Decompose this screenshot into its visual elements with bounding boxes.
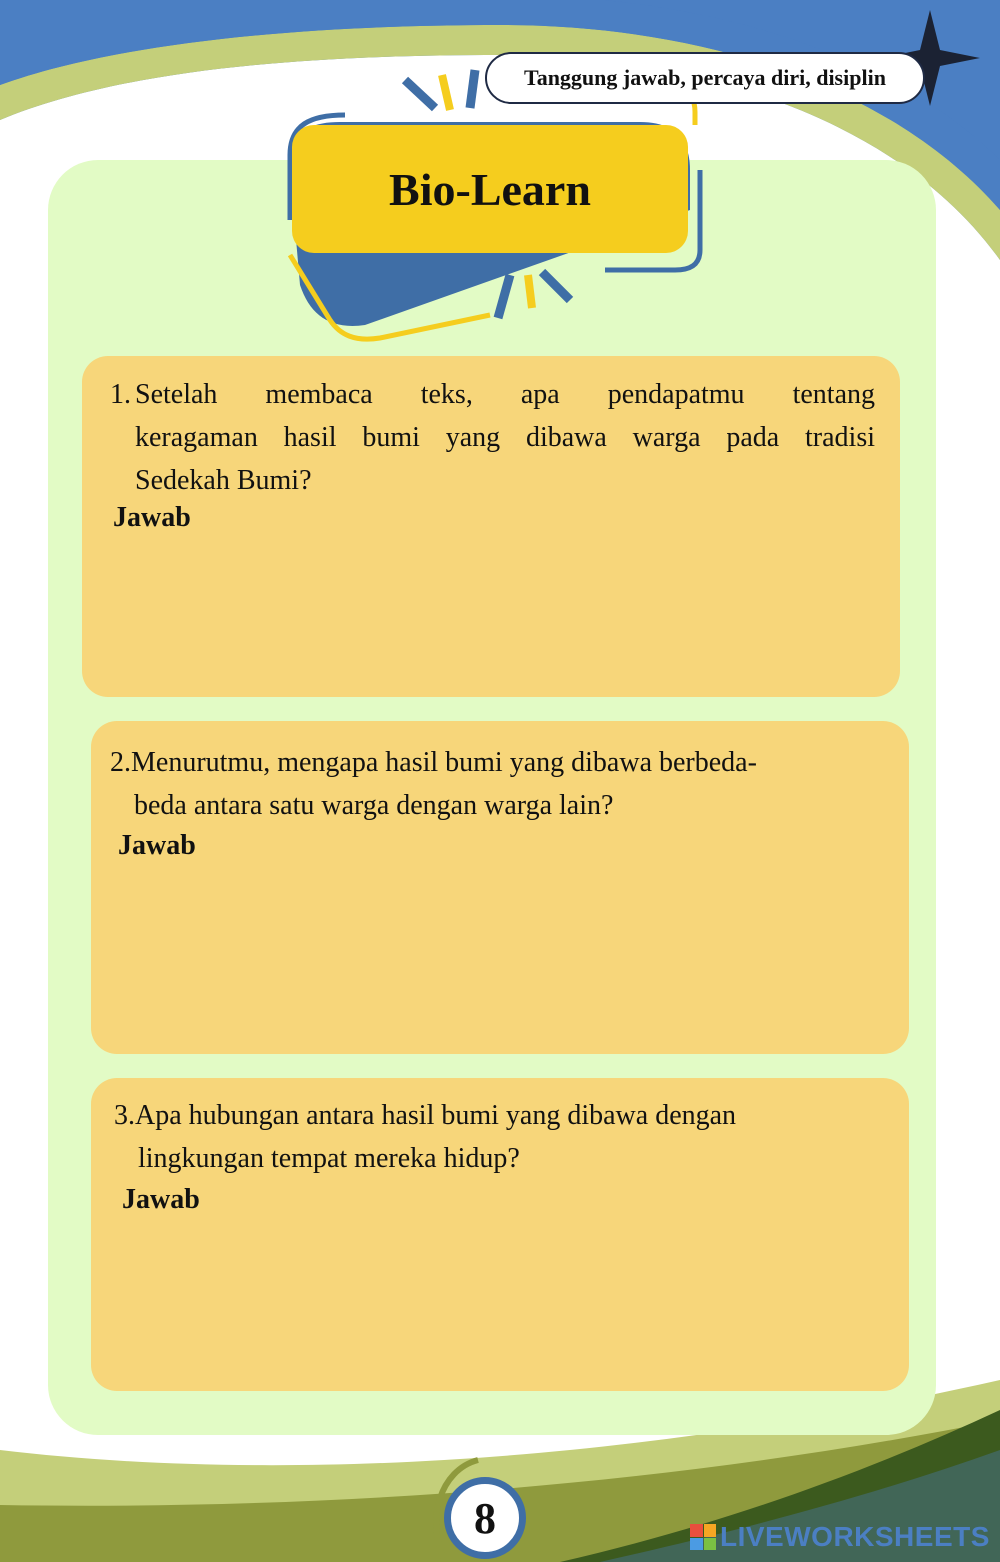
- question-line: lingkungan tempat mereka hidup?: [138, 1143, 520, 1174]
- question-line: beda antara satu warga dengan warga lain?: [134, 790, 614, 821]
- question-card-2: [91, 721, 909, 1054]
- question-text: [114, 1094, 874, 1180]
- answer-field[interactable]: [113, 546, 873, 676]
- page-number: 8: [444, 1477, 526, 1559]
- question-number: 1.: [110, 379, 131, 410]
- banner-title: Bio-Learn: [389, 163, 591, 215]
- question-text: [135, 373, 875, 502]
- answer-field[interactable]: [118, 876, 878, 1026]
- answer-label: Jawab: [113, 502, 191, 533]
- question-number: 3.: [114, 1100, 135, 1131]
- question-line: Setelah membaca teks, apa pendapatmu tentang: [135, 379, 875, 410]
- question-line: 3.Apa hubungan antara hasil bumi yang dibawa dengan: [114, 1100, 737, 1131]
- character-values-badge: Tanggung jawab, percaya diri, disiplin: [485, 52, 925, 104]
- answer-field[interactable]: [122, 1230, 882, 1370]
- liveworksheets-logo: [690, 1520, 990, 1554]
- question-card-1: [82, 356, 900, 697]
- question-line: 2.Menurutmu, mengapa hasil bumi yang dibawa berbeda-: [110, 747, 757, 778]
- answer-label: Jawab: [118, 830, 196, 861]
- answer-label: Jawab: [122, 1184, 200, 1215]
- question-line: Sedekah Bumi?: [135, 465, 312, 496]
- question-card-3: [91, 1078, 909, 1391]
- question-text: [110, 741, 870, 827]
- liveworksheets-icon: [690, 1524, 716, 1550]
- question-line: keragaman hasil bumi yang dibawa warga pada tradisi: [135, 422, 875, 453]
- brand-name: LIVEWORKSHEETS: [720, 1521, 990, 1552]
- question-number: 2.: [110, 747, 131, 778]
